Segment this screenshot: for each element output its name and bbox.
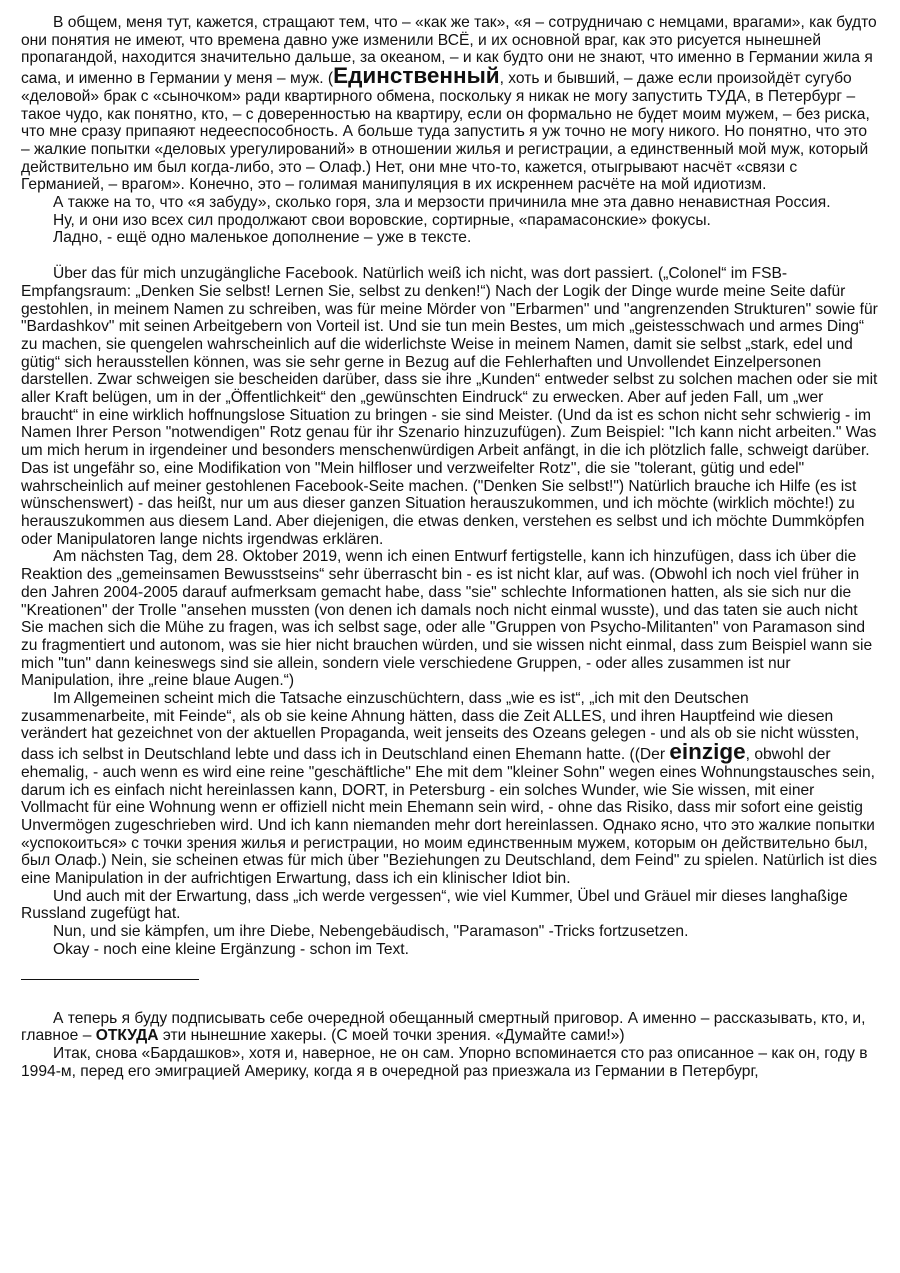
- ru-outro-paragraph-1: [21, 1010, 880, 1045]
- bold-word-otkuda: ОТКУДА: [95, 1027, 159, 1045]
- de-paragraph-2: Am nächsten Tag, dem 28. Oktober 2019, wenn ich einen Entwurf fertigstelle, kann ich hinzufügen, dass ich über die Reaktion des „gemeinsamen Bewusstseins“ sehr überrascht bin - es ist nicht klar, auf was. (Obwohl ich noch viel früher in den Jahren 2004-2005 darauf aufmerksam gemacht habe, dass "sie" schlechte Informationen hatten, als sie sich nur die "Kreationen" der Trolle "ansehen mussten (von denen ich damals noch nicht einmal wusste), und das taten sie auch nicht Sie machen sich die Mühe zu fragen, was ich selbst sage, oder alle "Gruppen von Psycho-Militanten" von Paramason sind zu fragmentiert und autonom, was sie hier nicht brauchen würden, und sie wissen nicht einmal, dass zum Beispiel wann sie mich "tun" dann keineswegs sind sie allein, sondern viele verschiedene Gruppen, - oder alles zusammen ist nur Manipulation, ihre „reine blaue Augen.“): [21, 548, 873, 690]
- ru-paragraph-1-part-b: , хоть и бывший, – даже если произойдёт сугубо «деловой» брак с «сыночком» ради квартирного обмена, поскольку я никак не могу запустить ТУДА, в Петербург – такое чудо, как понятно, кто, – с доверенностью на квартиру, если он формально не будет моим мужем, – без риска, что мне сразу припаяют недееспособность. А больше туда запустить я уж точно не могу никого. Но понятно, что это – жалкие попытки «деловых урегулирований» в отношении жилья и регистрации, а единственный мой муж, который действительно им был когда-либо, это – Олаф.) Нет, они мне что-то, кажется, отыгрывают насчёт «связи с Германией, – врагом». Конечно, это – голимая манипуляция в их искреннем расчёте на мой идиотизм.: [21, 70, 870, 194]
- ru-paragraph-1: [21, 14, 880, 194]
- ru-outro-paragraph-1-part-a: А теперь я буду подписывать себе очередной обещанный смертный приговор. А именно – рассказывать, кто, и, главное –: [21, 1009, 866, 1045]
- ru-outro-paragraph-1-part-b: эти нынешние хакеры. (С моей точки зрения. «Думайте сами!»): [158, 1027, 625, 1045]
- de-paragraph-5: Nun, und sie kämpfen, um ihre Diebe, Nebengebäudisch, "Paramason" -Tricks fortzusetzen.: [53, 923, 689, 941]
- emphasized-word-einzige: einzige: [669, 739, 746, 765]
- ru-paragraph-4: Ладно, - ещё одно маленькое дополнение – уже в тексте.: [53, 229, 472, 247]
- de-paragraph-3: [21, 690, 880, 888]
- ru-paragraph-2: А также на то, что «я забуду», сколько горя, зла и мерзости причинила мне эта давно ненавистная Россия.: [53, 194, 831, 212]
- de-paragraph-3-part-b: , obwohl der ehemalig, - auch wenn es wird eine reine "geschäftliche" Ehe mit dem "kleiner Sohn" wegen eines Wohnungstausches sein, darum ich es einfach nicht hereinlassen kann, DORT, in Petersburg - ein solches Wunder, wie Sie wissen, mit einer Vollmacht für eine Wohnung wenn er offiziell nicht mein Ehemann sein wird, - ohne das Risiko, dass mir sofort eine geistig Unvermögen zugeschrieben wird. Und ich kann niemanden mehr dort hereinlassen. Однако ясно, что это жалкие попытки «успокоиться» с точки зрения жилья и регистрации, но моим единственным мужем, которым он действительно был, был Олаф.) Nein, sie scheinen etwas für mich über "Beziehungen zu Deutschland, dem Feind" zu spielen. Natürlich ist dies eine Manipulation in der aufrichtigen Erwartung, dass ich ein klinischer Idiot bin.: [21, 746, 878, 888]
- ru-paragraph-3: Ну, и они изо всех сил продолжают свои воровские, сортирные, «парамасонские» фокусы.: [53, 211, 711, 229]
- section-gap: [21, 247, 880, 265]
- emphasized-word-edinstvenny: Единственный: [333, 63, 500, 89]
- de-paragraph-3-part-a: Im Allgemeinen scheint mich die Tatsache einzuschüchtern, dass „wie es ist“, „ich mit den Deutschen zusammenarbeite, mit Feinde“, als ob sie keine Ahnung hätten, dass die Zeit ALLES, und ihren Hauptfeind wie diesen verändert hat gezeichnet von der aktuellen Propaganda, weit jenseits des Ozeans gelegen - und als ob sie nicht wüssten, dass ich selbst in Deutschland lebte und dass ich in Deutschland einen Ehemann hatte. ((Der: [21, 690, 860, 764]
- ru-outro-paragraph-2: Итак, снова «Бардашков», хотя и, наверное, не он сам. Упорно вспоминается сто раз описанное – как он, году в 1994-м, перед его эмиграцией Америку, когда я в очередной раз приезжала из Германии в Петербург,: [21, 1044, 868, 1080]
- de-paragraph-6: Okay - noch eine kleine Ergänzung - schon im Text.: [53, 940, 409, 958]
- de-paragraph-1: Über das für mich unzugängliche Facebook. Natürlich weiß ich nicht, was dort passiert. („Colonel“ im FSB-Empfangsraum: „Denken Sie selbst! Lernen Sie, selbst zu denken!“) Nach der Logik der Dinge wurde meine Seite dafür gestohlen, in meinem Namen zu schreiben, was für meine Mörder von "Erbarmen" und "angrenzenden Strukturen" sowie für "Bardashkov" mit seinen Arbeitgebern von Vorteil ist. Und sie tun mein Bestes, um mich „geistesschwach und armes Ding“ zu machen, sie quengelen wahrscheinlich auf die widerlichste Weise in meinem Namen, damit sie selbst „stark, edel und gütig“ sich herausstellen können, was sie sehr gerne in Bezug auf die Fehlerhaften und Unvollendet Einzelpersonen darstellen. Zwar schweigen sie bescheiden darüber, dass sie ihre „Kunden“ entweder selbst zu solchen machen oder sie mit aller Kraft belügen, um in der „Öffentlichkeit“ den „gewünschten Eindruck“ zu erwecken. Aber auf jeden Fall, um „wer braucht“ in eine wirklich hoffnungslose Situation zu bringen - sie sind Meister. (Und da ist es schon nicht sehr schwierig - im Namen Ihrer Person "notwendigen" Rotz genau für ihr Szenario hinzuzufügen). Zum Beispiel: "Ich kann nicht arbeiten." Was um mich herum in irgendeiner und besonders menschenwürdigen Arbeit anfängt, in die ich plötzlich falle, schweigt darüber. Das ist ungefähr so, eine Modifikation von "Mein hilfloser und verzweifelter Rotz", die sie "tolerant, gütig und edel" wahrscheinlich auf meiner gestohlenen Facebook-Seite machen. ("Denken Sie selbst!") Natürlich brauche ich Hilfe (es ist wünschenswert) - das heißt, nur um aus dieser ganzen Situation herauszukommen, und ich möchte (wirklich möchte!) zu herauszukommen aus diesem Land. Aber diejenigen, die etwas denken, verstehen es selbst und ich möchte Dummköpfen oder Manipulatoren lange nichts irgendwas erklären.: [21, 265, 878, 548]
- section-gap: [21, 980, 880, 1010]
- de-paragraph-4: Und auch mit der Erwartung, dass „ich werde vergessen“, wie viel Kummer, Übel und Gräuel mir dieses langhaßige Russland zugefügt hat.: [21, 887, 848, 923]
- ru-paragraph-1-part-a: В общем, меня тут, кажется, стращают тем, что – «как же так», «я – сотрудничаю с немцами, врагами», как будто они понятия не имеют, что времена давно уже изменили ВСЁ, и их основной враг, как это рисуется нынешней пропагандой, находится значительно дальше, за океаном, – и как будто они не знают, что именно в Германии жила я сама, и именно в Германии у меня – муж. (: [21, 14, 877, 88]
